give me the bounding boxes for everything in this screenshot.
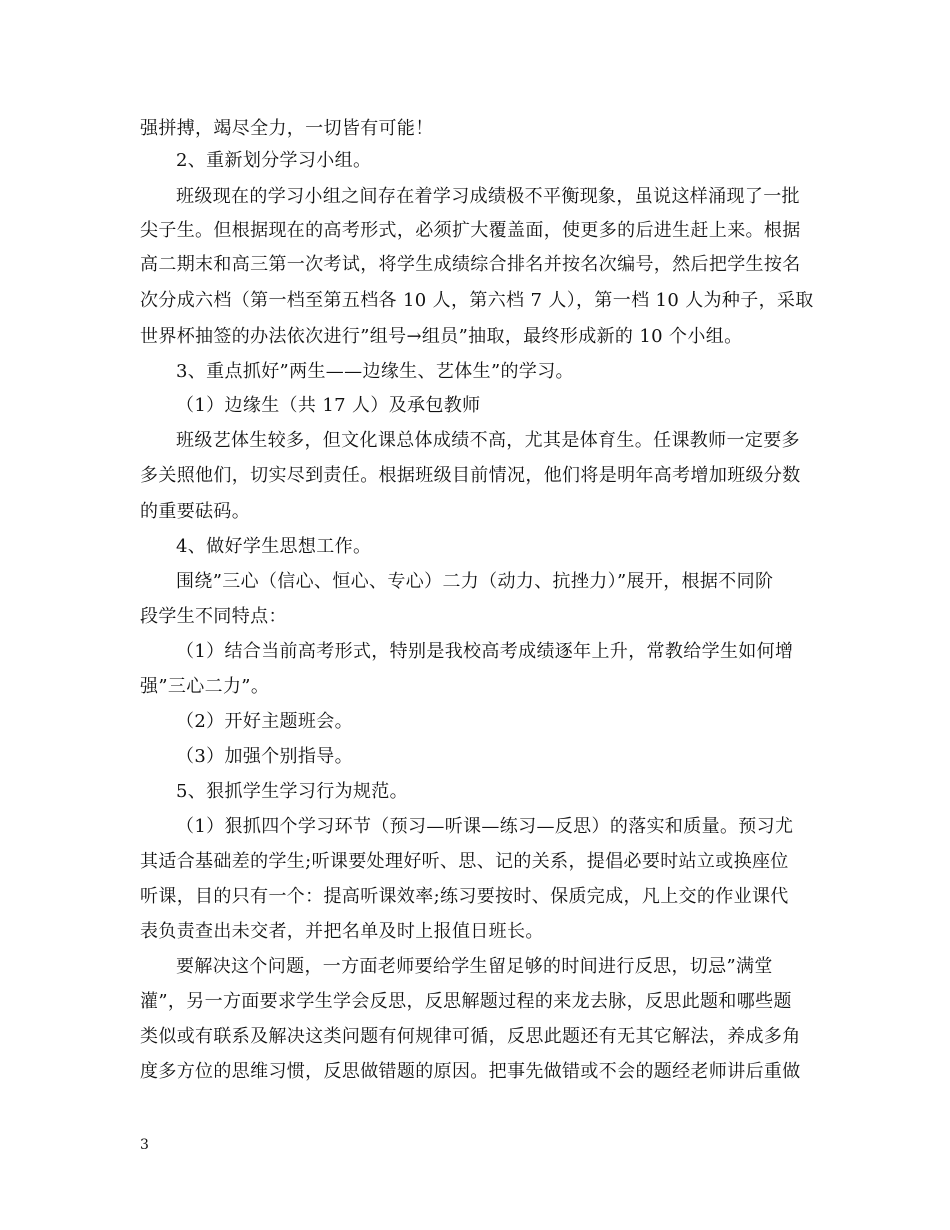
text-line: 世界杯抽签的办法依次进行”组号→组员”抽取，最终形成新的 10 个小组。 [140,326,743,347]
text-line: 其适合基础差的学生;听课要处理好听、思、记的关系，提倡必要时站立或换座位 [140,851,789,872]
text-line: 听课，目的只有一个：提高听课效率;练习要按时、保质完成，凡上交的作业课代 [140,886,789,907]
text-line: 的重要砝码。 [140,501,251,522]
text-line: 度多方位的思维习惯，反思做错题的原因。把事先做错或不会的题经老师讲后重做 [140,1061,801,1082]
list-item: （3）加强个别指导。 [176,746,353,767]
subsection-heading: （1）边缘生（共 17 人）及承包教师 [176,395,481,416]
text-line: 要解决这个问题，一方面老师要给学生留足够的时间进行反思，切忌”满堂 [176,956,773,977]
text-line: 灌”，另一方面要求学生学会反思，反思解题过程的来龙去脉，反思此题和哪些题 [140,991,792,1012]
text-line: 强拼搏，竭尽全力，一切皆有可能！ [140,118,434,139]
list-item: （1）狠抓四个学习环节（预习—听课—练习—反思）的落实和质量。预习尤 [176,816,794,837]
text-line: 班级现在的学习小组之间存在着学习成绩极不平衡现象，虽说这样涌现了一批 [176,186,800,207]
text-line: 尖子生。但根据现在的高考形式，必须扩大覆盖面，使更多的后进生赶上来。根据 [140,220,801,241]
text-line: 段学生不同特点： [140,606,287,627]
page-number: 3 [140,1137,149,1153]
text-line: 类似或有联系及解决这类问题有何规律可循，反思此题还有无其它解法，养成多角 [140,1026,801,1047]
section-heading: 5、狠抓学生学习行为规范。 [176,781,409,802]
text-line: 多关照他们，切实尽到责任。根据班级目前情况，他们将是明年高考增加班级分数 [140,465,801,486]
list-item: （1）结合当前高考形式，特别是我校高考成绩逐年上升，常教给学生如何增 [176,641,794,662]
section-heading: 2、重新划分学习小组。 [176,150,372,171]
text-line: 高二期末和高三第一次考试，将学生成绩综合排名并按名次编号，然后把学生按名 [140,254,801,275]
section-heading: 4、做好学生思想工作。 [176,536,372,557]
list-item: （2）开好主题班会。 [176,711,353,732]
section-heading: 3、重点抓好”两生——边缘生、艺体生”的学习。 [176,361,574,382]
text-line: 强”三心二力”。 [140,676,270,697]
text-line: 围绕”三心（信心、恒心、专心）二力（动力、抗挫力）”展开，根据不同阶 [176,571,774,592]
text-line: 表负责查出未交者，并把名单及时上报值日班长。 [140,921,544,942]
text-line: 班级艺体生较多，但文化课总体成绩不高，尤其是体育生。任课教师一定要多 [176,430,800,451]
text-line: 次分成六档（第一档至第五档各 10 人，第六档 7 人），第一档 10 人为种子，采取 [140,290,814,311]
